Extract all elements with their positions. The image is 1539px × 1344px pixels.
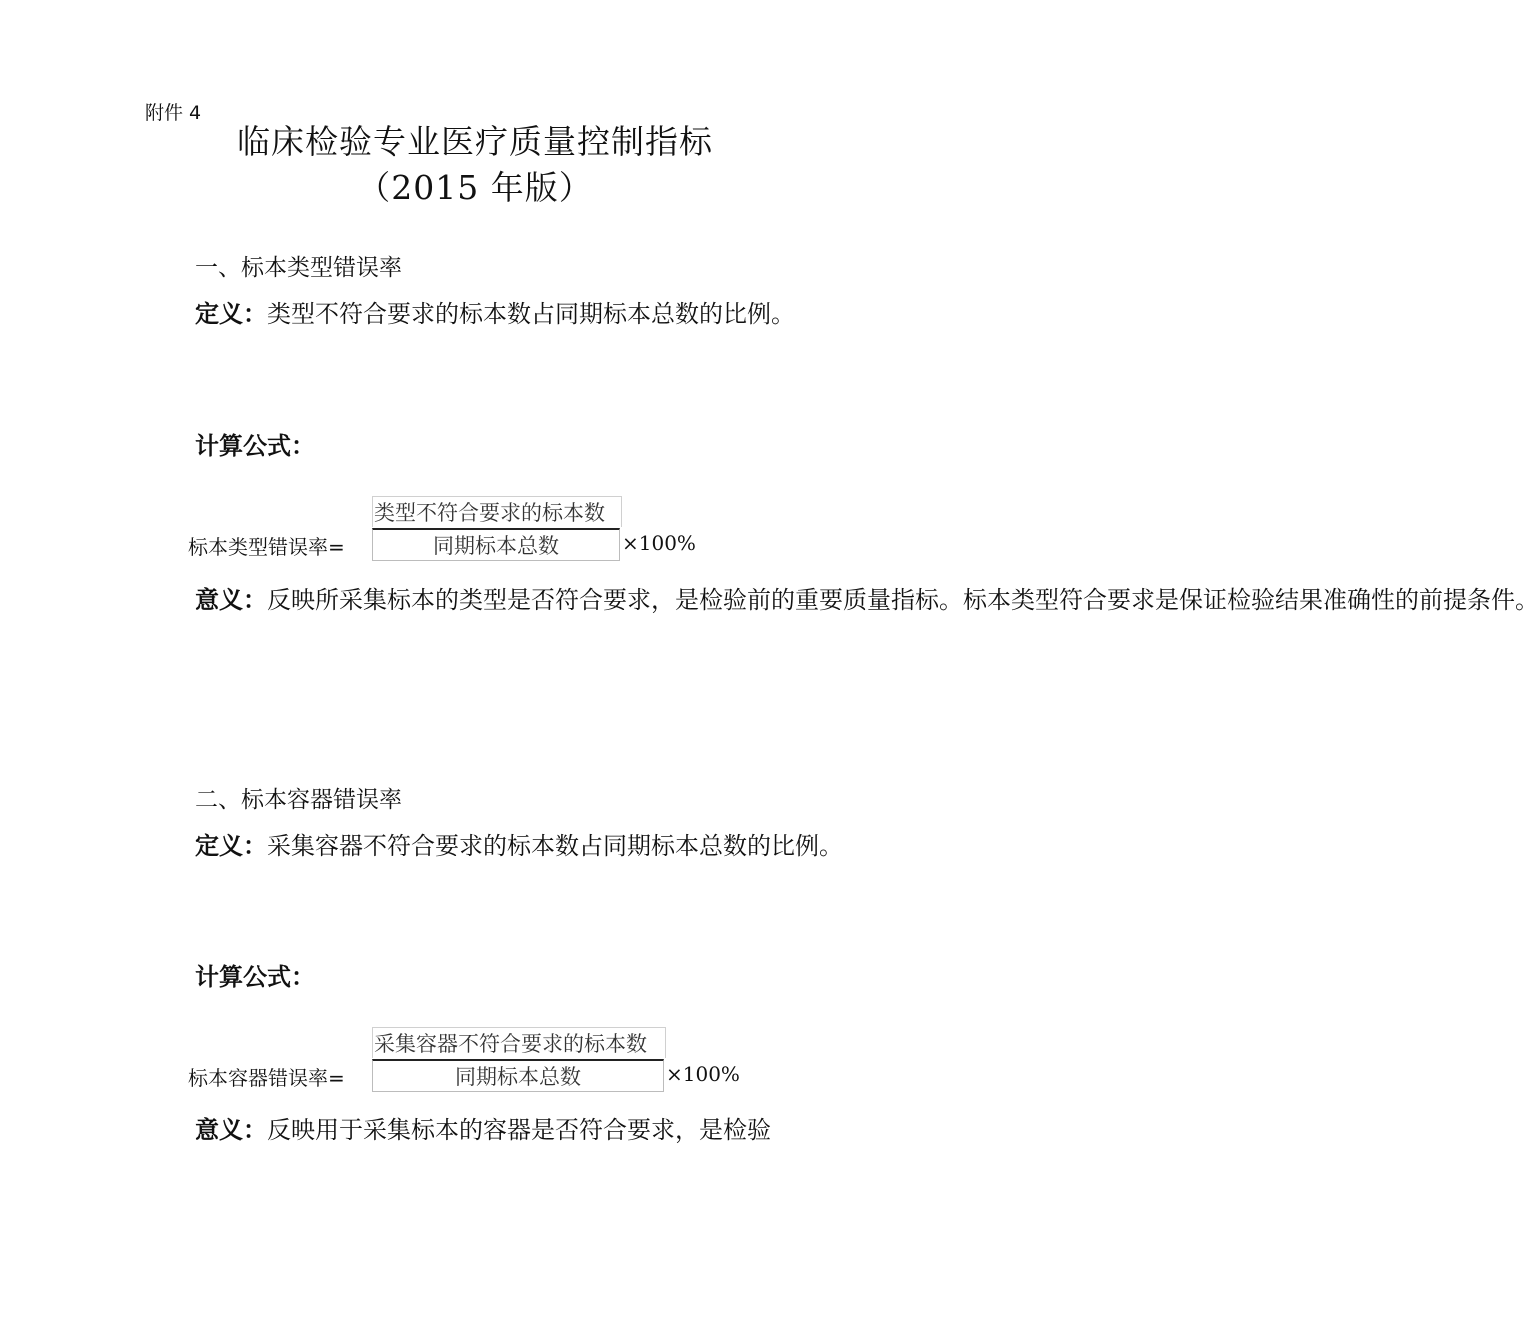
significance-paragraph-2 [145, 1097, 815, 1163]
formula-heading-1 [145, 413, 815, 479]
definition-label: 定义： [195, 832, 267, 860]
attachment-label: 附件 4 [145, 102, 202, 124]
formula-label: 计算公式： [195, 963, 315, 991]
doc-title-edition: （2015 年版） [357, 168, 593, 207]
doc-title: 临床检验专业医疗质量控制指标 [237, 122, 713, 161]
significance-text: 反映所采集标本的类型是否符合要求，是检验前的重要质量指标。标本类型符合要求是保证检验结果准确性的前提条件。 [267, 586, 1539, 614]
significance-label: 意义： [195, 586, 267, 614]
formula-multiplier: ×100% [622, 531, 696, 555]
formula-name: 标本容器错误率= [188, 1066, 345, 1090]
definition-text: 类型不符合要求的标本数占同期标本总数的比例。 [267, 300, 795, 328]
definition-paragraph-2 [145, 813, 843, 879]
section-heading-2: 二、标本容器错误率 [195, 787, 402, 813]
definition-paragraph-1 [145, 281, 815, 347]
formula-label: 计算公式： [195, 432, 315, 460]
section-heading-1: 一、标本类型错误率 [195, 255, 402, 281]
fraction-numerator: 采集容器不符合要求的标本数 [372, 1027, 666, 1058]
definition-label: 定义： [195, 300, 267, 328]
fraction-numerator: 类型不符合要求的标本数 [372, 496, 622, 527]
formula-multiplier: ×100% [666, 1062, 740, 1086]
fraction-denominator: 同期标本总数 [372, 528, 620, 561]
formula-heading-2 [145, 944, 815, 1010]
significance-paragraph-1 [145, 567, 1539, 633]
formula-name: 标本类型错误率= [188, 535, 345, 559]
significance-label: 意义： [195, 1116, 267, 1144]
definition-text: 采集容器不符合要求的标本数占同期标本总数的比例。 [267, 832, 843, 860]
significance-text: 反映用于采集标本的容器是否符合要求，是检验 [267, 1116, 771, 1144]
fraction-denominator: 同期标本总数 [372, 1059, 664, 1092]
